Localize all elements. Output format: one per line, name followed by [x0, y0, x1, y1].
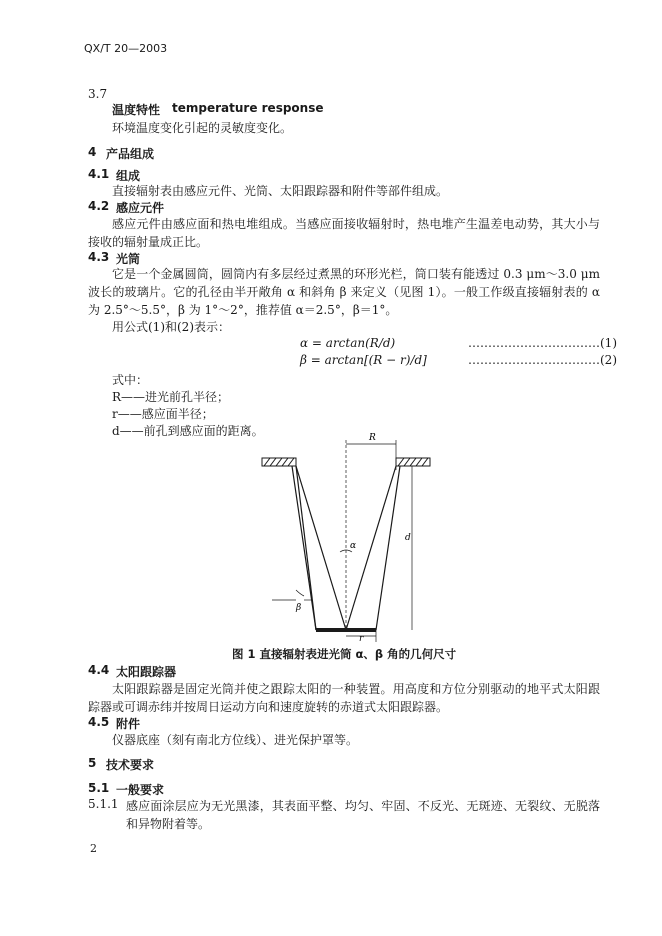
section-title-4-4: 太阳跟踪器 — [116, 665, 177, 679]
term-definition: 环境温度变化引起的灵敏度变化。 — [112, 121, 293, 135]
formula-1: α = arctan(R/d) — [300, 336, 396, 350]
figure-caption: 图 1 直接辐射表进光筒 α、β 角的几何尺寸 — [232, 647, 457, 661]
label-beta: β — [296, 603, 302, 613]
section-number-5: 5 — [88, 756, 97, 770]
paragraph-5-1-1: 感应面涂层应为无光黑漆，其表面平整、均匀、牢固、不反光、无斑迹、无裂纹、无脱落和异物附着等。 — [126, 799, 600, 831]
formula-intro: 用公式(1)和(2)表示： — [112, 320, 230, 334]
formula-2-number: ……………………………(2) — [468, 353, 617, 367]
section-number-4: 4 — [88, 145, 97, 159]
label-R: R — [369, 433, 376, 443]
variable-d: d——前孔到感应面的距离。 — [112, 424, 264, 438]
formula-2: β = arctan[(R − r)/d] — [300, 353, 427, 367]
where-label: 式中： — [112, 373, 149, 387]
paragraph-4-2: 感应元件由感应面和热电堆组成。当感应面接收辐射时，热电堆产生温差电动势，其大小与接收的辐射量成正比。 — [88, 217, 600, 249]
variable-R: R——进光前孔半径； — [112, 390, 230, 404]
section-title-4: 产品组成 — [106, 147, 155, 161]
section-number-3-7: 3.7 — [88, 87, 108, 101]
term-en: temperature response — [172, 101, 324, 115]
paragraph-4-4: 太阳跟踪器是固定光筒并使之跟踪太阳的一种装置。用高度和方位分别驱动的地平式太阳跟踪器或可调赤纬并按周日运动方向和速度旋转的赤道式太阳跟踪器。 — [88, 682, 600, 714]
variable-r: r——感应面半径； — [112, 407, 214, 421]
section-title-5-1: 一般要求 — [116, 783, 165, 797]
page-number: 2 — [90, 842, 97, 855]
section-number-4-5: 4.5 — [88, 715, 110, 729]
section-number-5-1-1: 5.1.1 — [88, 797, 119, 811]
section-title-4-2: 感应元件 — [116, 201, 165, 215]
sensor-surface — [316, 628, 376, 632]
label-d: d — [405, 533, 411, 543]
standard-id: QX/T 20—2003 — [84, 42, 168, 55]
paragraph-4-5: 仪器底座（刻有南北方位线）、进光保护罩等。 — [112, 733, 359, 747]
label-r: r — [359, 634, 364, 642]
section-number-5-1: 5.1 — [88, 781, 110, 795]
paragraph-4-1: 直接辐射表由感应元件、光筒、太阳跟踪器和附件等部件组成。 — [112, 184, 449, 198]
section-title-5: 技术要求 — [106, 758, 155, 772]
section-title-4-1: 组成 — [116, 169, 141, 183]
figure-1 — [256, 430, 436, 645]
term-zh: 温度特性 — [112, 103, 161, 117]
label-alpha: α — [350, 541, 357, 551]
paragraph-4-3: 它是一个金属圆筒，圆筒内有多层经过煮黑的环形光栏，筒口装有能透过 0.3 μm～3.0 μm 波长的玻璃片。它的孔径由半开敞角 α 和斜角 β 来定义（见图 1）。一般工作级直接辐射表的 α 为 2.5°～5.5°，β 为 1°～2°，推荐值 α＝2.5°，β＝1°。 — [88, 267, 600, 317]
section-number-4-4: 4.4 — [88, 663, 110, 677]
section-title-4-3: 光筒 — [116, 252, 141, 266]
section-number-4-1: 4.1 — [88, 167, 110, 181]
light-tube-diagram — [256, 430, 436, 642]
section-number-4-3: 4.3 — [88, 250, 110, 264]
section-number-4-2: 4.2 — [88, 199, 110, 213]
formula-1-number: ……………………………(1) — [468, 336, 617, 350]
section-title-4-5: 附件 — [116, 717, 141, 731]
